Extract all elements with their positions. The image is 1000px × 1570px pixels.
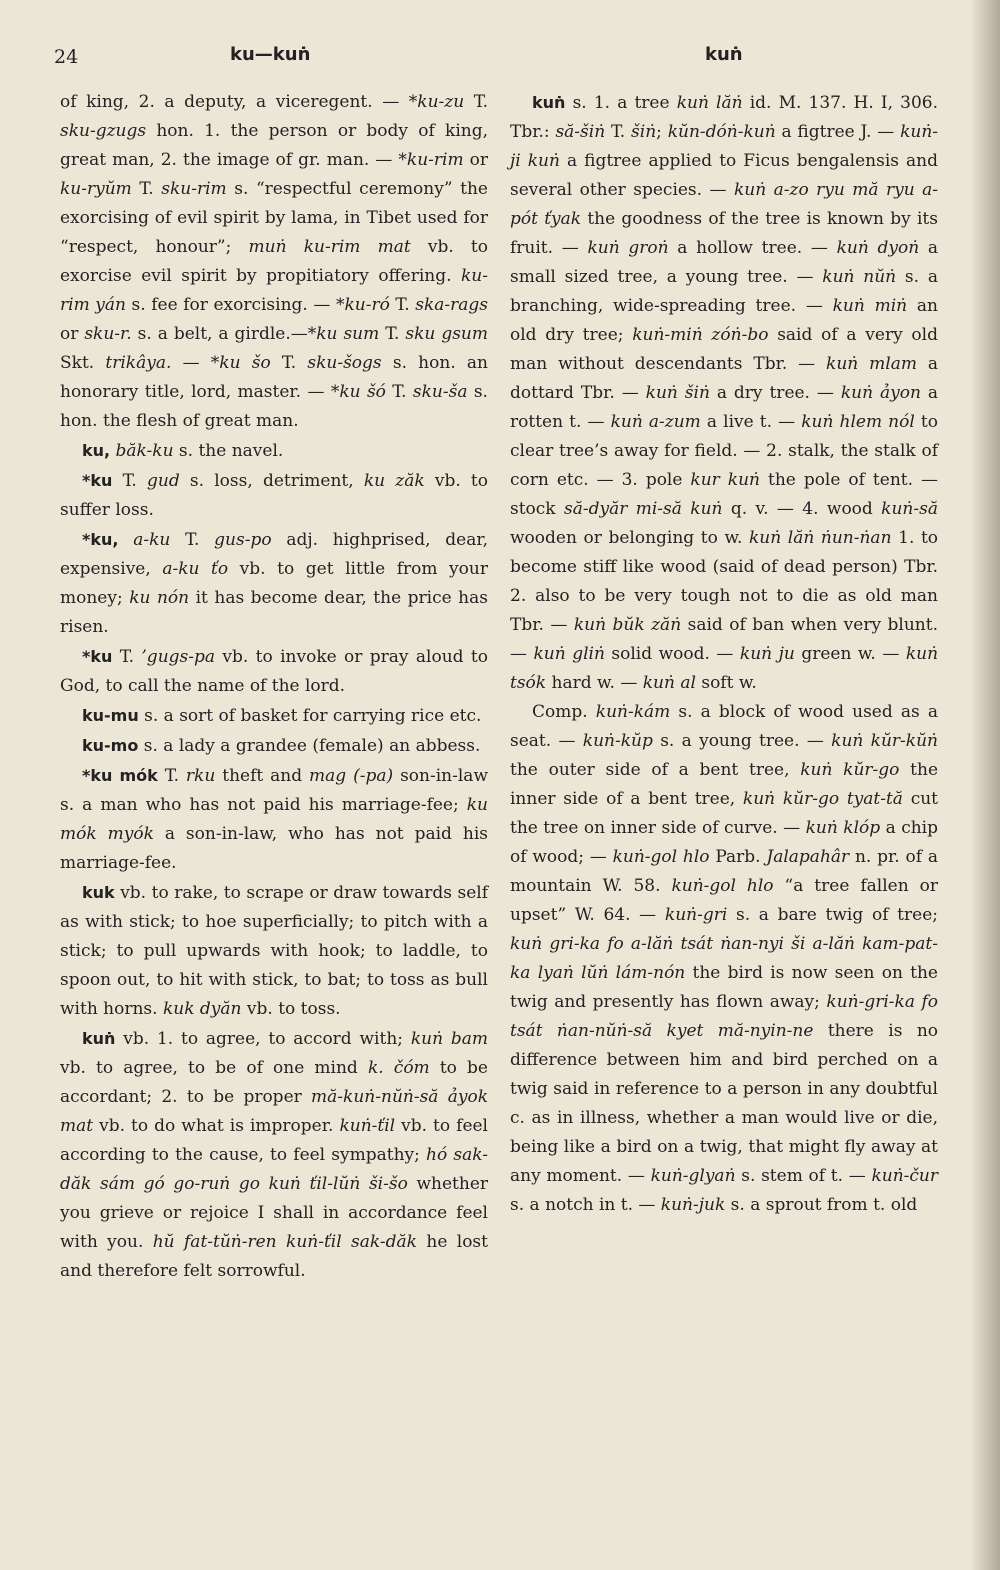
italic-term: kuṅ a-zo ryu mă ryu a-pót ťyak (510, 180, 938, 229)
italic-term: sku-gzugs (60, 121, 147, 141)
italic-term: kuṅ-glyaṅ (650, 1166, 736, 1186)
italic-term: kuṅ miṅ (832, 296, 908, 316)
entry-ku-dear (60, 525, 488, 642)
entry-kuk (60, 878, 488, 1024)
entry-text: vb. 1. to agree, to accord with; (115, 1029, 411, 1049)
entry-text: T. (112, 647, 142, 667)
entry-text: adj. highprised, dear, expensive, (60, 530, 488, 579)
entry-text: the outer side of a bent tree, (510, 760, 801, 780)
italic-term: hó sak-dăk sám gó go-ruṅ go kuṅ ťil-lŭṅ ši-šo (60, 1145, 488, 1194)
entry-text: n. pr. of a mountain W. 58. (510, 847, 938, 896)
right-running-head: kuṅ (705, 44, 743, 65)
italic-term: rku (185, 766, 216, 786)
entry-text: s. hon. an honorary title, lord, master. — * (60, 353, 489, 402)
italic-term: trikâya. (105, 353, 172, 373)
italic-term: mă-kuṅ-nŭṅ-să ảyok mat (60, 1087, 489, 1136)
italic-term: a-ku (133, 530, 171, 550)
entry-text: a chip of wood; — (510, 818, 939, 867)
entry-text: a hollow tree. — (668, 238, 837, 258)
entry-text: vb. to feel according to the cause, to feel sympathy; (60, 1116, 488, 1165)
entry-text: of king, 2. a deputy, a viceregent. — * (60, 92, 418, 112)
italic-term: kuṅ ảyon (840, 383, 921, 403)
headword: ku-mu (82, 706, 139, 725)
entry-text: — * (171, 353, 220, 373)
entry-text: ; (656, 122, 668, 142)
entry-text: s. a belt, a girdle.—* (131, 324, 317, 344)
italic-term: kuṅ bŭk zăṅ (573, 615, 682, 635)
entry-kun-tree (510, 88, 938, 698)
italic-term: muṅ ku-rim mat (248, 237, 411, 257)
headword: ku, (82, 441, 111, 460)
entry-text: “a tree fallen or upset” W. 64. — (510, 876, 938, 925)
italic-term: kuṅ-gri-ka fo tsát ṅan-nŭṅ-să kyet mă-nyin-ne (510, 992, 939, 1041)
entry-text: T. (379, 324, 406, 344)
italic-term: ska-rags (415, 295, 489, 315)
italic-term: kuṅ dyoṅ (836, 238, 920, 258)
italic-term: kuṅ mlam (826, 354, 917, 374)
italic-term: kuṅ-gol hlo (671, 876, 774, 896)
italic-term: kuṅ tsók (510, 644, 939, 693)
italic-term: kuṅ gri-ka fo a-lăṅ tsát ṅan-nyi ši a-lăṅ kam-pat-ka lyaṅ lŭṅ lám-nón (510, 934, 938, 983)
italic-term: kuṅ-čur (871, 1166, 938, 1186)
italic-term: kuṅ-gol hlo (612, 847, 710, 867)
italic-term: kuṅ klóp (805, 818, 881, 838)
italic-term: kuk dyăn (162, 999, 242, 1019)
entry-text: T. (131, 179, 162, 199)
headword: *ku, (82, 530, 119, 549)
italic-term: ku-zu (417, 92, 465, 112)
entry-ku-invoke (60, 642, 488, 701)
italic-term: sku-ša (412, 382, 468, 402)
entry-text: green w. — (794, 644, 906, 664)
entry-text: vb. to do what is improper. (93, 1116, 340, 1136)
page-edge-shadow (970, 0, 1000, 1570)
entry-text: he lost and therefore felt sorrowful. (60, 1232, 488, 1281)
left-running-head: ku—kuṅ (230, 44, 311, 65)
headword: kuṅ (82, 1029, 116, 1048)
entry-text: q. v. — 4. wood (722, 499, 882, 519)
italic-term: kuṅ hlem nól (801, 412, 915, 432)
italic-term: ku-ryŭm (60, 179, 132, 199)
entry-text: solid wood. — (604, 644, 740, 664)
entry-text: a dry tree. — (709, 383, 841, 403)
headword: kuk (82, 883, 115, 902)
italic-term: ku šo (219, 353, 271, 373)
italic-term: ku-rim yán (60, 266, 488, 315)
entry-text: a figtree applied to Ficus bengalensis and several other species. — (510, 151, 938, 200)
italic-term: Jalapahâr (766, 847, 850, 867)
entry-text: s. hon. the flesh of great man. (60, 382, 488, 431)
entry-text: vb. to suffer loss. (60, 471, 488, 520)
entry-text: the inner side of a bent tree, (510, 760, 939, 809)
italic-term: kuṅ-juk (660, 1195, 726, 1215)
italic-term: kuṅ ju (739, 644, 795, 664)
entry-text: to clear tree’s away for field. — 2. stalk, the stalk of corn etc. — 3. pole (510, 412, 938, 490)
entry-ku-navel (60, 436, 488, 466)
entry-text: vb. to exorcise evil spirit by propitiatory offering. (60, 237, 489, 286)
italic-term: mag (-pa) (309, 766, 394, 786)
italic-term: să-šiṅ (555, 122, 606, 142)
entry-text: s. a lady a grandee (female) an abbess. (138, 736, 481, 756)
entry-text: 1. to become stiff like wood (said of dead person) Tbr. 2. also to be very tough not to die as old man Tbr. — (510, 528, 939, 635)
entry-text: there is no difference between him and bird perched on a twig said in reference to a person in any doubtful c. as in illness, whether a man would live or die, being like a bird on a twig, that might fly away at any moment. — (510, 1021, 938, 1186)
entry-text: s. stem of t. — (735, 1166, 872, 1186)
italic-term: kuṅ nŭṅ (822, 267, 897, 287)
entry-text: s. a bare twig of tree; (727, 905, 938, 925)
entry-text: T. (389, 295, 416, 315)
entry-text: id. M. 137. H. I, 306. Tbr.: (510, 93, 939, 142)
headword: *ku mók (82, 766, 158, 785)
entry-ku-mok (60, 761, 488, 878)
entry-text: it has become dear, the price has risen. (60, 588, 488, 637)
page-number: 24 (54, 46, 79, 68)
right-column (510, 88, 938, 1220)
entry-text: theft and (215, 766, 310, 786)
italic-term: băk-ku (115, 441, 174, 461)
entry-text: s. a notch in t. — (510, 1195, 661, 1215)
italic-term: kuṅ al (642, 673, 696, 693)
entry-text: s. a block of wood used as a seat. — (510, 702, 938, 751)
entry-text: T. (605, 122, 632, 142)
italic-term: kuṅ-ťil (339, 1116, 396, 1136)
italic-term: kuṅ kŭr-go tyat-tă (742, 789, 903, 809)
entry-text: said of ban when very blunt. — (510, 615, 938, 664)
entry-text: soft w. (695, 673, 757, 693)
entry-kun-comp (510, 698, 938, 1220)
headword: *ku (82, 471, 113, 490)
italic-term: ku zăk (363, 471, 425, 491)
entry-text: vb. to invoke or pray aloud to God, to call the name of the lord. (60, 647, 488, 696)
entry-text: T. (157, 766, 186, 786)
italic-term: să-dyăr mi-să kuṅ (564, 499, 723, 519)
italic-term: kuṅ lăṅ ṅun-ṅan (748, 528, 892, 548)
entry-text: Comp. (532, 702, 596, 722)
entry-ku-mu (60, 701, 488, 731)
entry-text: a figtree J. — (775, 122, 901, 142)
italic-term: ku-ró (344, 295, 390, 315)
italic-term: kuṅ bam (410, 1029, 488, 1049)
italic-term: kuṅ groṅ (587, 238, 669, 258)
entry-text: vb. to get little from your money; (60, 559, 488, 608)
italic-term: kuṅ kŭr-go (800, 760, 900, 780)
entry-text: said of a very old man without descendants Tbr. — (510, 325, 938, 374)
italic-term: sku-rim (161, 179, 227, 199)
headword: *ku (82, 647, 113, 666)
entry-text: T. (170, 530, 215, 550)
entry-text: s. loss, detriment, (179, 471, 364, 491)
entry-cont-ku (60, 88, 488, 436)
entry-text: hard w. — (546, 673, 643, 693)
italic-term: kuṅ lăṅ (676, 93, 743, 113)
entry-text: a small sized tree, a young tree. — (510, 238, 938, 287)
italic-term: kuṅ a-zum (610, 412, 701, 432)
entry-text: s. fee for exorcising. — * (125, 295, 345, 315)
italic-term: ’gugs-pa (141, 647, 216, 667)
entry-text: vb. to agree, to be of one mind (60, 1058, 368, 1078)
entry-text: or (463, 150, 488, 170)
entry-text: s. a young tree. — (652, 731, 832, 751)
entry-text: s. a branching, wide-spreading tree. — (510, 267, 938, 316)
entry-text: vb. to toss. (241, 999, 341, 1019)
italic-term: sku-r. (84, 324, 132, 344)
entry-text: s. 1. a tree (565, 93, 677, 113)
entry-text: s. “respectful ceremony” the exorcising of evil spirit by lama, in Tibet used for “respect, honour”; (60, 179, 488, 257)
entry-text: Skt. (60, 353, 106, 373)
headword: ku-mo (82, 736, 139, 755)
italic-term: kuṅ-să (881, 499, 938, 519)
entry-text: whether you grieve or rejoice I shall in accordance feel with you. (60, 1174, 489, 1252)
italic-term: ku-rim (406, 150, 464, 170)
italic-term: kuṅ-ji kuṅ (510, 122, 939, 171)
entry-text: s. a sprout from t. old (725, 1195, 918, 1215)
italic-term: sku-šogs (307, 353, 382, 373)
entry-text (118, 530, 133, 550)
entry-text: or (60, 324, 85, 344)
entry-text: T. (464, 92, 488, 112)
entry-text: T. (385, 382, 413, 402)
entry-text: a son-in-law, who has not paid his marriage-fee. (60, 824, 488, 873)
entry-text: a live t. — (700, 412, 802, 432)
entry-text: a dottard Tbr. — (510, 354, 938, 403)
entry-text: the bird is now seen on the twig and presently has flown away; (510, 963, 938, 1012)
entry-ku-mo (60, 731, 488, 761)
italic-term: kuṅ-gri (664, 905, 728, 925)
entry-text: hon. 1. the person or body of king, great man, 2. the image of gr. man. — * (60, 121, 488, 170)
entry-text: T. (112, 471, 148, 491)
entry-kun-agree (60, 1024, 488, 1286)
italic-term: kur kuṅ (690, 470, 760, 490)
italic-term: k. čóm (367, 1058, 430, 1078)
entry-text: the pole of tent. — stock (510, 470, 938, 519)
italic-term: ku šó (339, 382, 386, 402)
italic-term: kuṅ gliṅ (533, 644, 605, 664)
italic-term: gus-po (214, 530, 272, 550)
entry-text: T. (270, 353, 308, 373)
italic-term: kuṅ-miṅ zóṅ-bo (632, 325, 769, 345)
entry-text: to be accordant; 2. to be proper (60, 1058, 488, 1107)
italic-term: a-ku ťo (162, 559, 229, 579)
entry-text: s. a sort of basket for carrying rice etc. (138, 706, 482, 726)
italic-term: sku gsum (405, 324, 488, 344)
italic-term: šiṅ (631, 122, 657, 142)
entry-text: cut the tree on inner side of curve. — (510, 789, 938, 838)
italic-term: kuṅ šiṅ (645, 383, 710, 403)
entry-text: the goodness of the tree is known by its fruit. — (510, 209, 938, 258)
italic-term: kuṅ-kám (595, 702, 671, 722)
italic-term: hŭ fat-tŭṅ-ren kuṅ-ťil sak-dăk (152, 1232, 417, 1252)
italic-term: ku nón (129, 588, 190, 608)
entry-text: wooden or belonging to w. (510, 528, 749, 548)
italic-term: ku sum (316, 324, 380, 344)
italic-term: kuṅ kŭr-kŭṅ (831, 731, 938, 751)
italic-term: gud (147, 471, 180, 491)
left-column (60, 88, 488, 1286)
italic-term: kŭn-dóṅ-kuṅ (667, 122, 776, 142)
entry-text: Parb. (709, 847, 767, 867)
italic-term: kuṅ-kŭp (582, 731, 653, 751)
headword: kuṅ (532, 93, 566, 112)
entry-text: an old dry tree; (510, 296, 938, 345)
entry-text: son-in-law s. a man who has not paid his marriage-fee; (60, 766, 488, 815)
entry-text: a rotten t. — (510, 383, 939, 432)
entry-ku-gud (60, 466, 488, 525)
entry-text: s. the navel. (173, 441, 284, 461)
entry-text: vb. to rake, to scrape or draw towards self as with stick; to hoe superficially; to pitch with a stick; to pull upwards with hook; to laddle, to spoon out, to hit with stick, to bat; to toss as bull with horns. (60, 883, 488, 1019)
italic-term: ku mók myók (60, 795, 488, 844)
